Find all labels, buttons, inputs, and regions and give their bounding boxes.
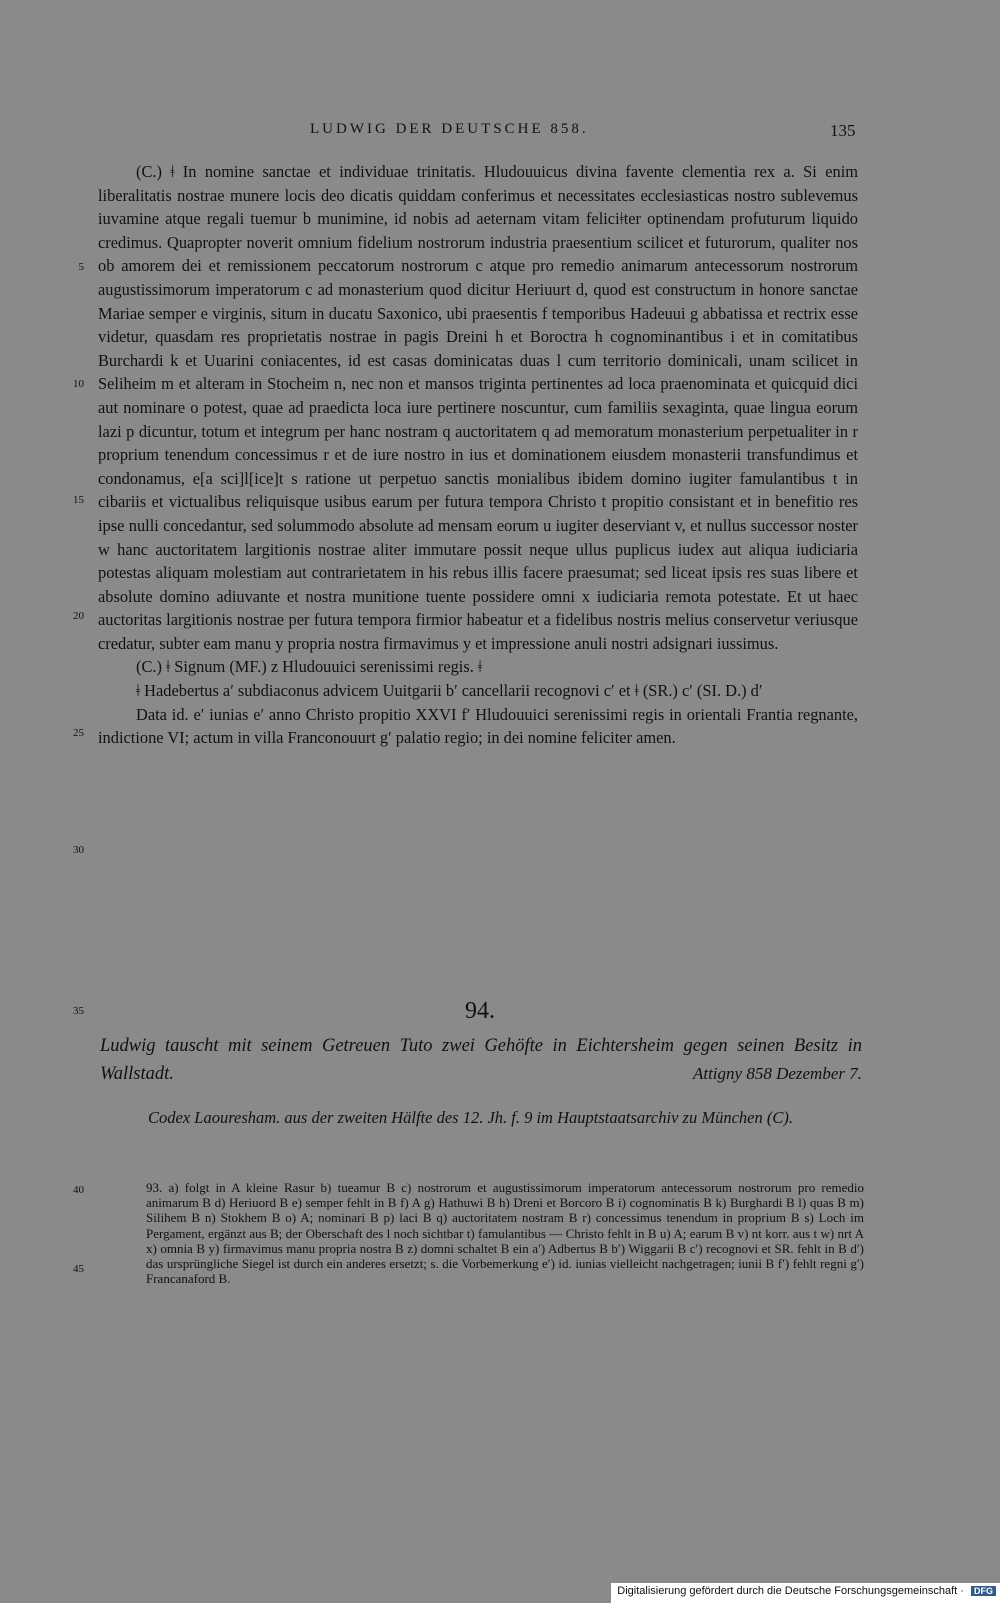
page-number: 135 (830, 121, 856, 140)
line-number: 30 (73, 844, 84, 856)
charter-paragraph: (C.) ǂ In nomine sanctae et individuae trinitatis. Hludouuicus divina favente clementia rex a. Si enim liberalitatis nostrae munere locis deo dicatis quiddam conferimus et necessitates ecclesiasticas nostro sublevemus iuvamine atque regali tuemur b munimine, id nobis ad aeternam vitam feliciǂter optinendam profuturum liquido credimus. Quapropter noverit omnium fidelium nostrorum industria praesentium scilicet et futurorum, qualiter nos ob amorem dei et remissionem peccatorum nostrorum c atque pro remedio animarum antecessorum nostrorum augustissimorum imperatorum c ad monasterium quod dicitur Heriuurt d, quod est constructum in honore sanctae Mariae semper e virginis, situm in ducatu Saxonico, ubi praesentis f temporibus Hadeuui g abbatissa et rectrix esse videtur, quasdam res proprietatis nostrae in pagis Dreini h et Boroctra h cognominantibus i et in comitatibus Burchardi k et Uuarini coniacentes, id est casas dominicatas duas l cum territorio dominicali, unam scilicet in Seliheim m et alteram in Stocheim n, nec non et mansos triginta pertinentes ad loca praenominata et quicquid dici aut nominare o potest, quae ad praedicta loca iure pertinere noscuntur, cum familiis sexaginta, quae lingua eorum lazi p dicuntur, totum et integrum per hanc nostram q auctoritatem q ad memoratum monasterium perpetualiter in r proprium tenendum concessimus r et de iure nostro in ius et dominationem eiusdem monasterii transfundimus et condonamus, e[a sci]l[ice]t s ratione ut perpetuo sanctis monialibus ibidem domino iugiter famulantibus t in cibariis et victualibus reliquisque usibus earum per futura tempora Christo t propitio consistant et in benefitio res ipse nulli concedantur, sed solummodo absolute ad mensam eorum u iugiter deserviant v, et nullus successor noster w hanc auctoritatem largitionis nostrae aliter immutare possit neque ullus puplicus iudex aut aliqua iudiciaria potestas aliquam molestiam aut contrarietatem in his rebus illis facere praesumat; sed liceat ipsis res suas libere et absolute domino adiuvante et nostra munitione tuente possidere omni x iudiciaria remota potestate. Et ut haec auctoritas largitionis nostrae per futura tempora firmior habeatur et a fidelibus nostris melius conservetur veriusque credatur, subter eam manu y propria nostra firmavimus y et impressione anuli nostri adsignari iussimus. (98, 162, 858, 653)
regest-text: Ludwig tauscht mit seinem Getreuen Tuto zwei Gehöfte in Eichtersheim gegen seinen Besitz in Wallstadt. (100, 1036, 862, 1084)
date-place: Attigny 858 Dezember 7. (692, 1064, 862, 1083)
line-number: 35 (73, 1005, 84, 1017)
line-number: 25 (73, 727, 84, 739)
document-number: 94. (465, 998, 495, 1024)
datum-line: Data id. e′ iunias e′ anno Christo propitio XXVI f′ Hludouuici serenissimi regis in orientali Frantia regnante, indictione VI; actum in villa Franconouurt g′ palatio regio; in dei nomine feliciter amen. (98, 704, 858, 748)
footnotes-lead: 93. (146, 1180, 163, 1195)
line-number: 40 (73, 1184, 84, 1196)
footnotes-text: a) folgt in A kleine Rasur b) tueamur B c) nostrorum et augustissimorum imperatorum antecessorum nostrorum pro remedio animarum B d) Heriuord B e) semper fehlt in B f) A g) Hathuwi B h) Dreni et Borcoro B i) cognominatis B k) Burghardi B l) quas B m) Silihem B n) Stokhem B o) A; nominari B p) laci B q) auctoritatem nostram B r) concessimus tenendum in proprium B s) Loch im Pergament, ergänzt aus B; der Oberschaft des l noch sichtbar t) famulantibus — Christo fehlt in B u) A; earum B v) nt korr. aus t w) nrt A x) omnia B y) firmavimus manu propria nostra B z) domni schaltet B ein a′) Adbertus B b′) Wiggarii B c′) recognovi et SR. fehlt in B d′) das ursprüngliche Siegel ist durch ein anderes ersetzt; s. die Vorbemerkung e′) id. iunias vielleicht nachgetragen; iunii B f′) fehlt regni g′) Francanaford B. (146, 1180, 865, 1287)
footnotes (146, 1180, 864, 1286)
line-number: 5 (78, 261, 84, 273)
signum-line: (C.) ǂ Signum (MF.) z Hludouuici serenissimi regis. ǂ (136, 657, 483, 677)
running-head: LUDWIG DER DEUTSCHE 858. (310, 121, 589, 137)
footer-text: Digitalisierung gefördert durch die Deutsche Forschungsgemeinschaft · (617, 1585, 964, 1597)
line-number: 10 (73, 378, 84, 390)
line-number: 20 (73, 610, 84, 622)
source-note: Codex Laouresham. aus der zweiten Hälfte des 12. Jh. f. 9 im Hauptstaatsarchiv zu München (C). (148, 1108, 793, 1127)
recognition-line: ǂ Hadebertus a′ subdiaconus advicem Uuitgarii b′ cancellarii recognovi c′ et ǂ (SR.) c′ (SI. D.) d′ (136, 681, 763, 701)
charter-text (98, 160, 858, 750)
line-number: 15 (73, 494, 84, 506)
funding-footer (611, 1583, 1000, 1603)
line-number: 45 (73, 1263, 84, 1275)
regest (100, 1032, 862, 1088)
dfg-logo-icon: DFG (971, 1586, 996, 1596)
